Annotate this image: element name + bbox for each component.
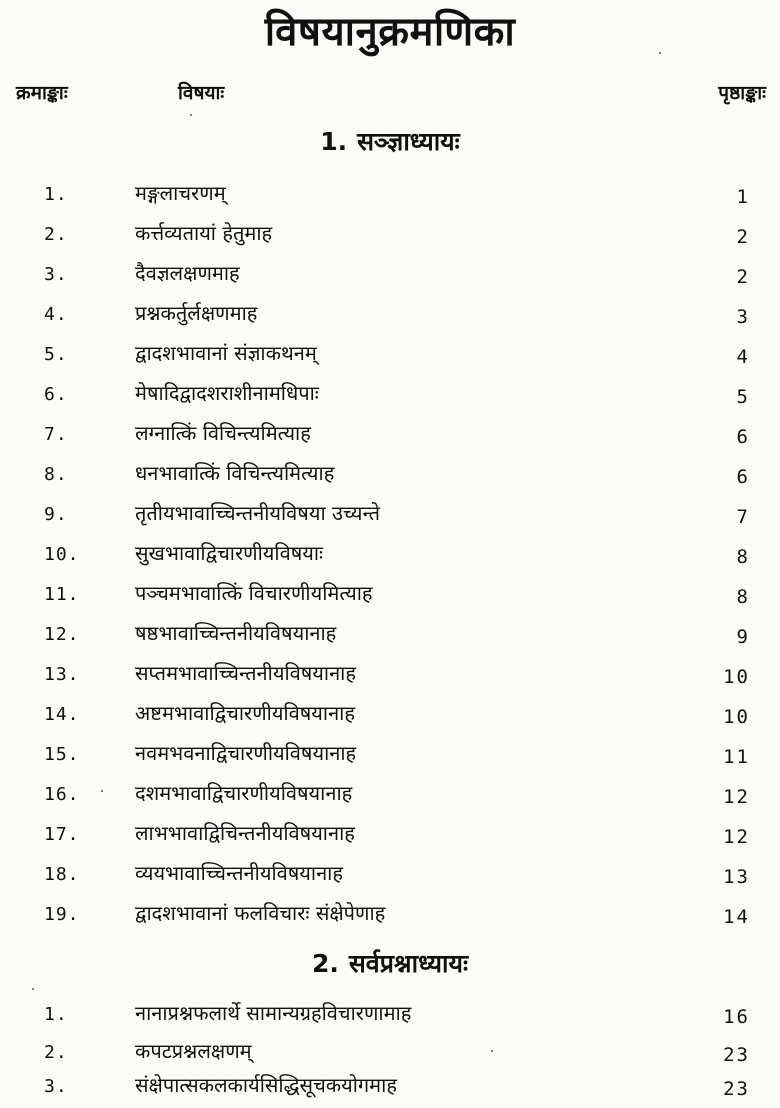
entry-subject: पञ्चमभावात्किं विचारणीयमित्याह [135, 581, 373, 605]
entry-page: 11 [723, 746, 750, 768]
entry-number: 19. [44, 904, 80, 925]
entry-number: 10. [44, 544, 80, 565]
toc-entry [0, 416, 780, 456]
entry-subject: षष्ठभावाच्चिन्तनीयविषयानाह [135, 621, 337, 645]
chapter-name: सञ्ज्ञाध्यायः [357, 127, 460, 156]
entry-page: 4 [736, 346, 750, 368]
page-number-header: पृष्ठाङ्काः [718, 82, 766, 104]
toc-entry [0, 696, 780, 736]
toc-entry [0, 896, 780, 936]
entry-number: 12. [44, 624, 80, 645]
entry-page: 8 [736, 586, 750, 608]
scan-speck [491, 1050, 493, 1052]
entry-number: 4. [44, 304, 68, 325]
entry-number: 14. [44, 704, 80, 725]
entry-subject: लग्नात्किं विचिन्त्यमित्याह [135, 421, 311, 445]
entry-page: 13 [723, 866, 750, 888]
toc-entry [0, 176, 780, 216]
entry-page: 1 [736, 186, 750, 208]
entry-subject: कर्त्तव्यतायां हेतुमाह [135, 221, 273, 245]
toc-entry [0, 656, 780, 696]
toc-entry [0, 536, 780, 576]
entry-page: 6 [736, 426, 750, 448]
entry-page: 23 [723, 1044, 750, 1066]
entry-number: 13. [44, 664, 80, 685]
toc-entry [0, 576, 780, 616]
entry-page: 8 [736, 546, 750, 568]
entry-number: 3. [44, 1076, 68, 1097]
entry-page: 2 [736, 266, 750, 288]
entry-page: 12 [723, 786, 750, 808]
entry-page: 10 [723, 666, 750, 688]
chapter-number: 2. [311, 949, 339, 978]
toc-entry [0, 776, 780, 816]
toc-entry [0, 456, 780, 496]
toc-entry [0, 256, 780, 296]
entry-page: 6 [736, 466, 750, 488]
entry-number: 1. [44, 1004, 68, 1025]
entry-number: 16. [44, 784, 80, 805]
entry-number: 3. [44, 264, 68, 285]
toc-entry [0, 816, 780, 856]
entry-subject: दैवज्ञलक्षणमाह [135, 261, 240, 285]
entry-page: 3 [736, 306, 750, 328]
entry-subject: व्ययभावाच्चिन्तनीयविषयानाह [135, 861, 343, 885]
entry-page: 14 [723, 906, 750, 928]
scan-speck [32, 988, 34, 990]
toc-entry [0, 336, 780, 376]
entry-subject: द्वादशभावानां संज्ञाकथनम् [135, 341, 317, 365]
chapter-heading [0, 124, 780, 158]
entry-number: 8. [44, 464, 68, 485]
entry-number: 2. [44, 224, 68, 245]
entry-subject: द्वादशभावानां फलविचारः संक्षेपेणाह [135, 901, 386, 925]
entry-page: 12 [723, 826, 750, 848]
entry-page: 10 [723, 706, 750, 728]
entry-subject: दशमभावाद्विचारणीयविषयानाह [135, 781, 353, 805]
subject-header: विषयाः [178, 82, 225, 104]
entry-number: 1. [44, 184, 68, 205]
entry-number: 5. [44, 344, 68, 365]
scan-speck [659, 52, 661, 54]
entry-number: 18. [44, 864, 80, 885]
entry-number: 7. [44, 424, 68, 445]
entry-subject: संक्षेपात्सकलकार्यसिद्धिसूचकयोगमाह [135, 1073, 397, 1097]
entry-number: 2. [44, 1042, 68, 1063]
toc-entry [0, 616, 780, 656]
entry-subject: लाभभावाद्विचिन्तनीयविषयानाह [135, 821, 355, 845]
entry-number: 9. [44, 504, 68, 525]
entry-number: 15. [44, 744, 80, 765]
scan-speck [101, 790, 103, 792]
chapter-name: सर्वप्रश्नाध्यायः [348, 949, 468, 978]
entry-subject: कपटप्रश्नलक्षणम् [135, 1039, 252, 1063]
entry-page: 2 [736, 226, 750, 248]
toc-entry [0, 736, 780, 776]
toc-entry [0, 376, 780, 416]
toc-entry [0, 296, 780, 336]
entry-subject: नवमभवनाद्विचारणीयविषयानाह [135, 741, 357, 765]
entry-subject: सुखभावाद्विचारणीयविषयाः [135, 541, 324, 565]
page-title: विषयानुक्रमणिका [264, 9, 516, 55]
entry-page: 9 [736, 626, 750, 648]
entry-subject: धनभावात्किं विचिन्त्यमित्याह [135, 461, 335, 485]
serial-number-header: क्रमाङ्काः [16, 82, 68, 104]
entry-page: 7 [736, 506, 750, 528]
toc-entry [0, 856, 780, 896]
entry-subject: तृतीयभावाच्चिन्तनीयविषया उच्यन्ते [135, 501, 381, 525]
toc-entry [0, 1068, 780, 1108]
toc-entry [0, 216, 780, 256]
entry-subject: प्रश्नकर्तुर्लक्षणमाह [135, 301, 258, 325]
entry-number: 11. [44, 584, 80, 605]
entry-subject: मङ्गलाचरणम् [135, 181, 226, 205]
entry-page: 5 [736, 386, 750, 408]
toc-entry [0, 996, 780, 1036]
chapter-number: 1. [320, 127, 348, 156]
entry-subject: नानाप्रश्नफलार्थे सामान्यग्रहविचारणामाह [135, 1001, 412, 1025]
entry-subject: मेषादिद्वादशराशीनामधिपाः [135, 381, 319, 405]
scan-speck [190, 114, 192, 116]
entry-subject: अष्टमभावाद्विचारणीयविषयानाह [135, 701, 355, 725]
chapter-heading [0, 946, 780, 980]
entry-subject: सप्तमभावाच्चिन्तनीयविषयानाह [135, 661, 356, 685]
toc-entry [0, 496, 780, 536]
entry-page: 23 [723, 1078, 750, 1100]
entry-number: 17. [44, 824, 80, 845]
entry-number: 6. [44, 384, 68, 405]
entry-page: 16 [723, 1006, 750, 1028]
